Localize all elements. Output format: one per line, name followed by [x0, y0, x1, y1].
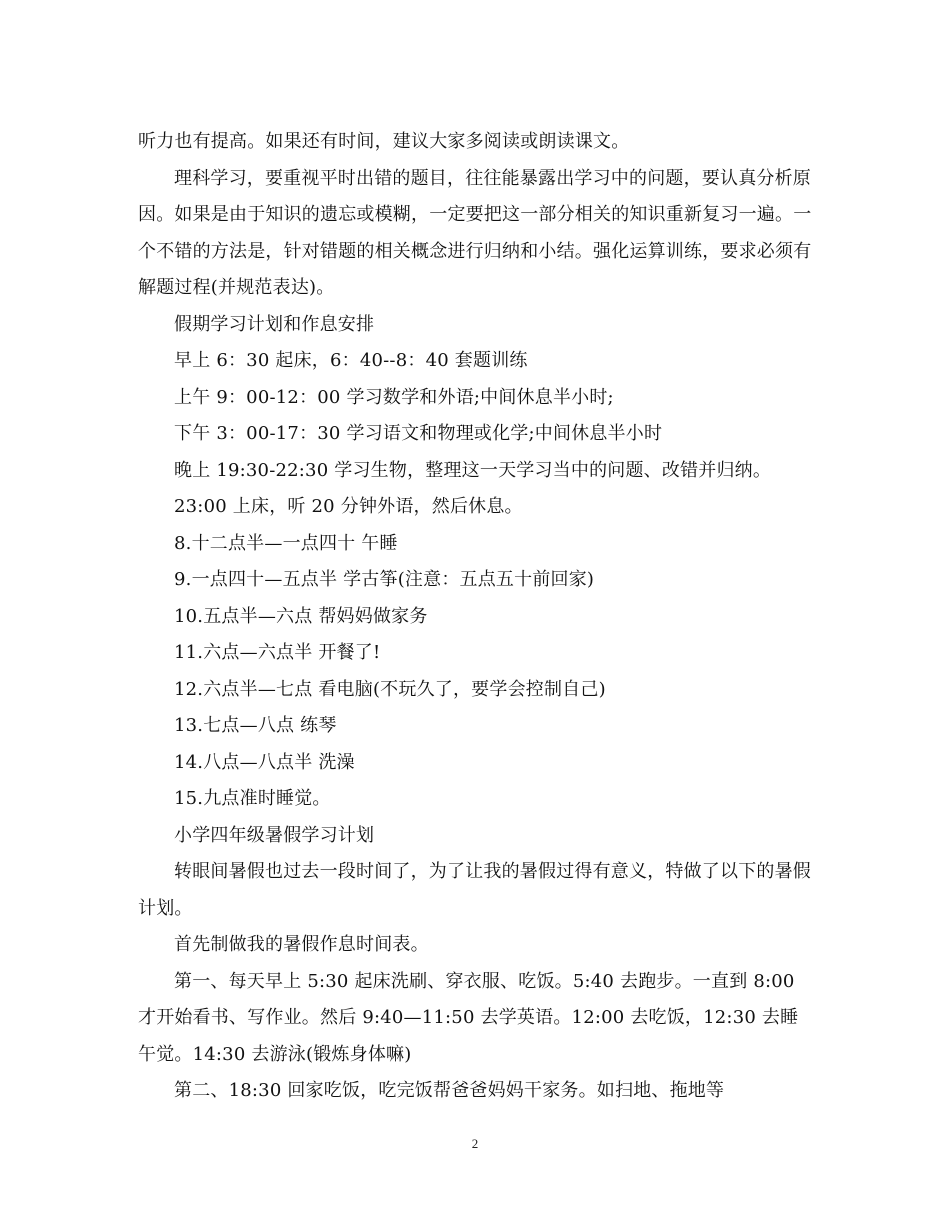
paragraph: 晚上 19:30-22:30 学习生物，整理这一天学习当中的问题、改错并归纳。: [174, 459, 772, 481]
paragraph: 听力也有提高。如果还有时间，建议大家多阅读或朗读课文。: [138, 131, 630, 152]
paragraph: 第二、18:30 回家吃饭，吃完饭帮爸爸妈妈干家务。如扫地、拖地等: [174, 1080, 725, 1101]
paragraph: 14.八点—八点半 洗澡: [174, 751, 355, 773]
paragraph: 9.一点四十—五点半 学古筝(注意：五点五十前回家): [174, 569, 595, 590]
paragraph: 假期学习计划和作息安排: [174, 313, 375, 335]
paragraph: 下午 3：00-17：30 学习语文和物理或化学;中间休息半小时: [174, 423, 663, 444]
paragraph: 首先制做我的暑假作息时间表。: [174, 934, 429, 955]
paragraph: 11.六点—六点半 开餐了!: [174, 642, 381, 663]
page-number: 2: [471, 1136, 479, 1151]
paragraph: 早上 6：30 起床，6：40--8：40 套题训练: [174, 350, 528, 371]
paragraph: 15.九点准时睡觉。: [174, 788, 331, 809]
paragraph: 12.六点半—七点 看电脑(不玩久了，要学会控制自己): [174, 678, 606, 700]
document-body: [138, 124, 814, 1110]
paragraph: 小学四年级暑假学习计划: [174, 824, 375, 846]
paragraph: 转眼间暑假也过去一段时间了，为了让我的暑假过得有意义，特做了以下的暑假计划。: [138, 861, 811, 919]
paragraph: 23:00 上床，听 20 分钟外语，然后休息。: [174, 496, 523, 517]
paragraph: 第一、每天早上 5:30 起床洗刷、穿衣服、吃饭。5:40 去跑步。一直到 8:00 才开始看书、写作业。然后 9:40—11:50 去学英语。12:00 去吃饭，12:30 去睡午觉。14:30 去游泳(锻炼身体嘛): [138, 970, 799, 1065]
paragraph: 8.十二点半—一点四十 午睡: [174, 532, 398, 554]
paragraph: 上午 9：00-12：00 学习数学和外语;中间休息半小时;: [174, 386, 614, 408]
paragraph: 10.五点半—六点 帮妈妈做家务: [174, 605, 428, 627]
paragraph: 13.七点—八点 练琴: [174, 715, 337, 736]
paragraph: 理科学习，要重视平时出错的题目，往往能暴露出学习中的问题，要认真分析原因。如果是由于知识的遗忘或模糊，一定要把这一部分相关的知识重新复习一遍。一个不错的方法是，针对错题的相关概念进行归纳和小结。强化运算训练，要求必须有解题过程(并规范表达)。: [138, 167, 812, 298]
